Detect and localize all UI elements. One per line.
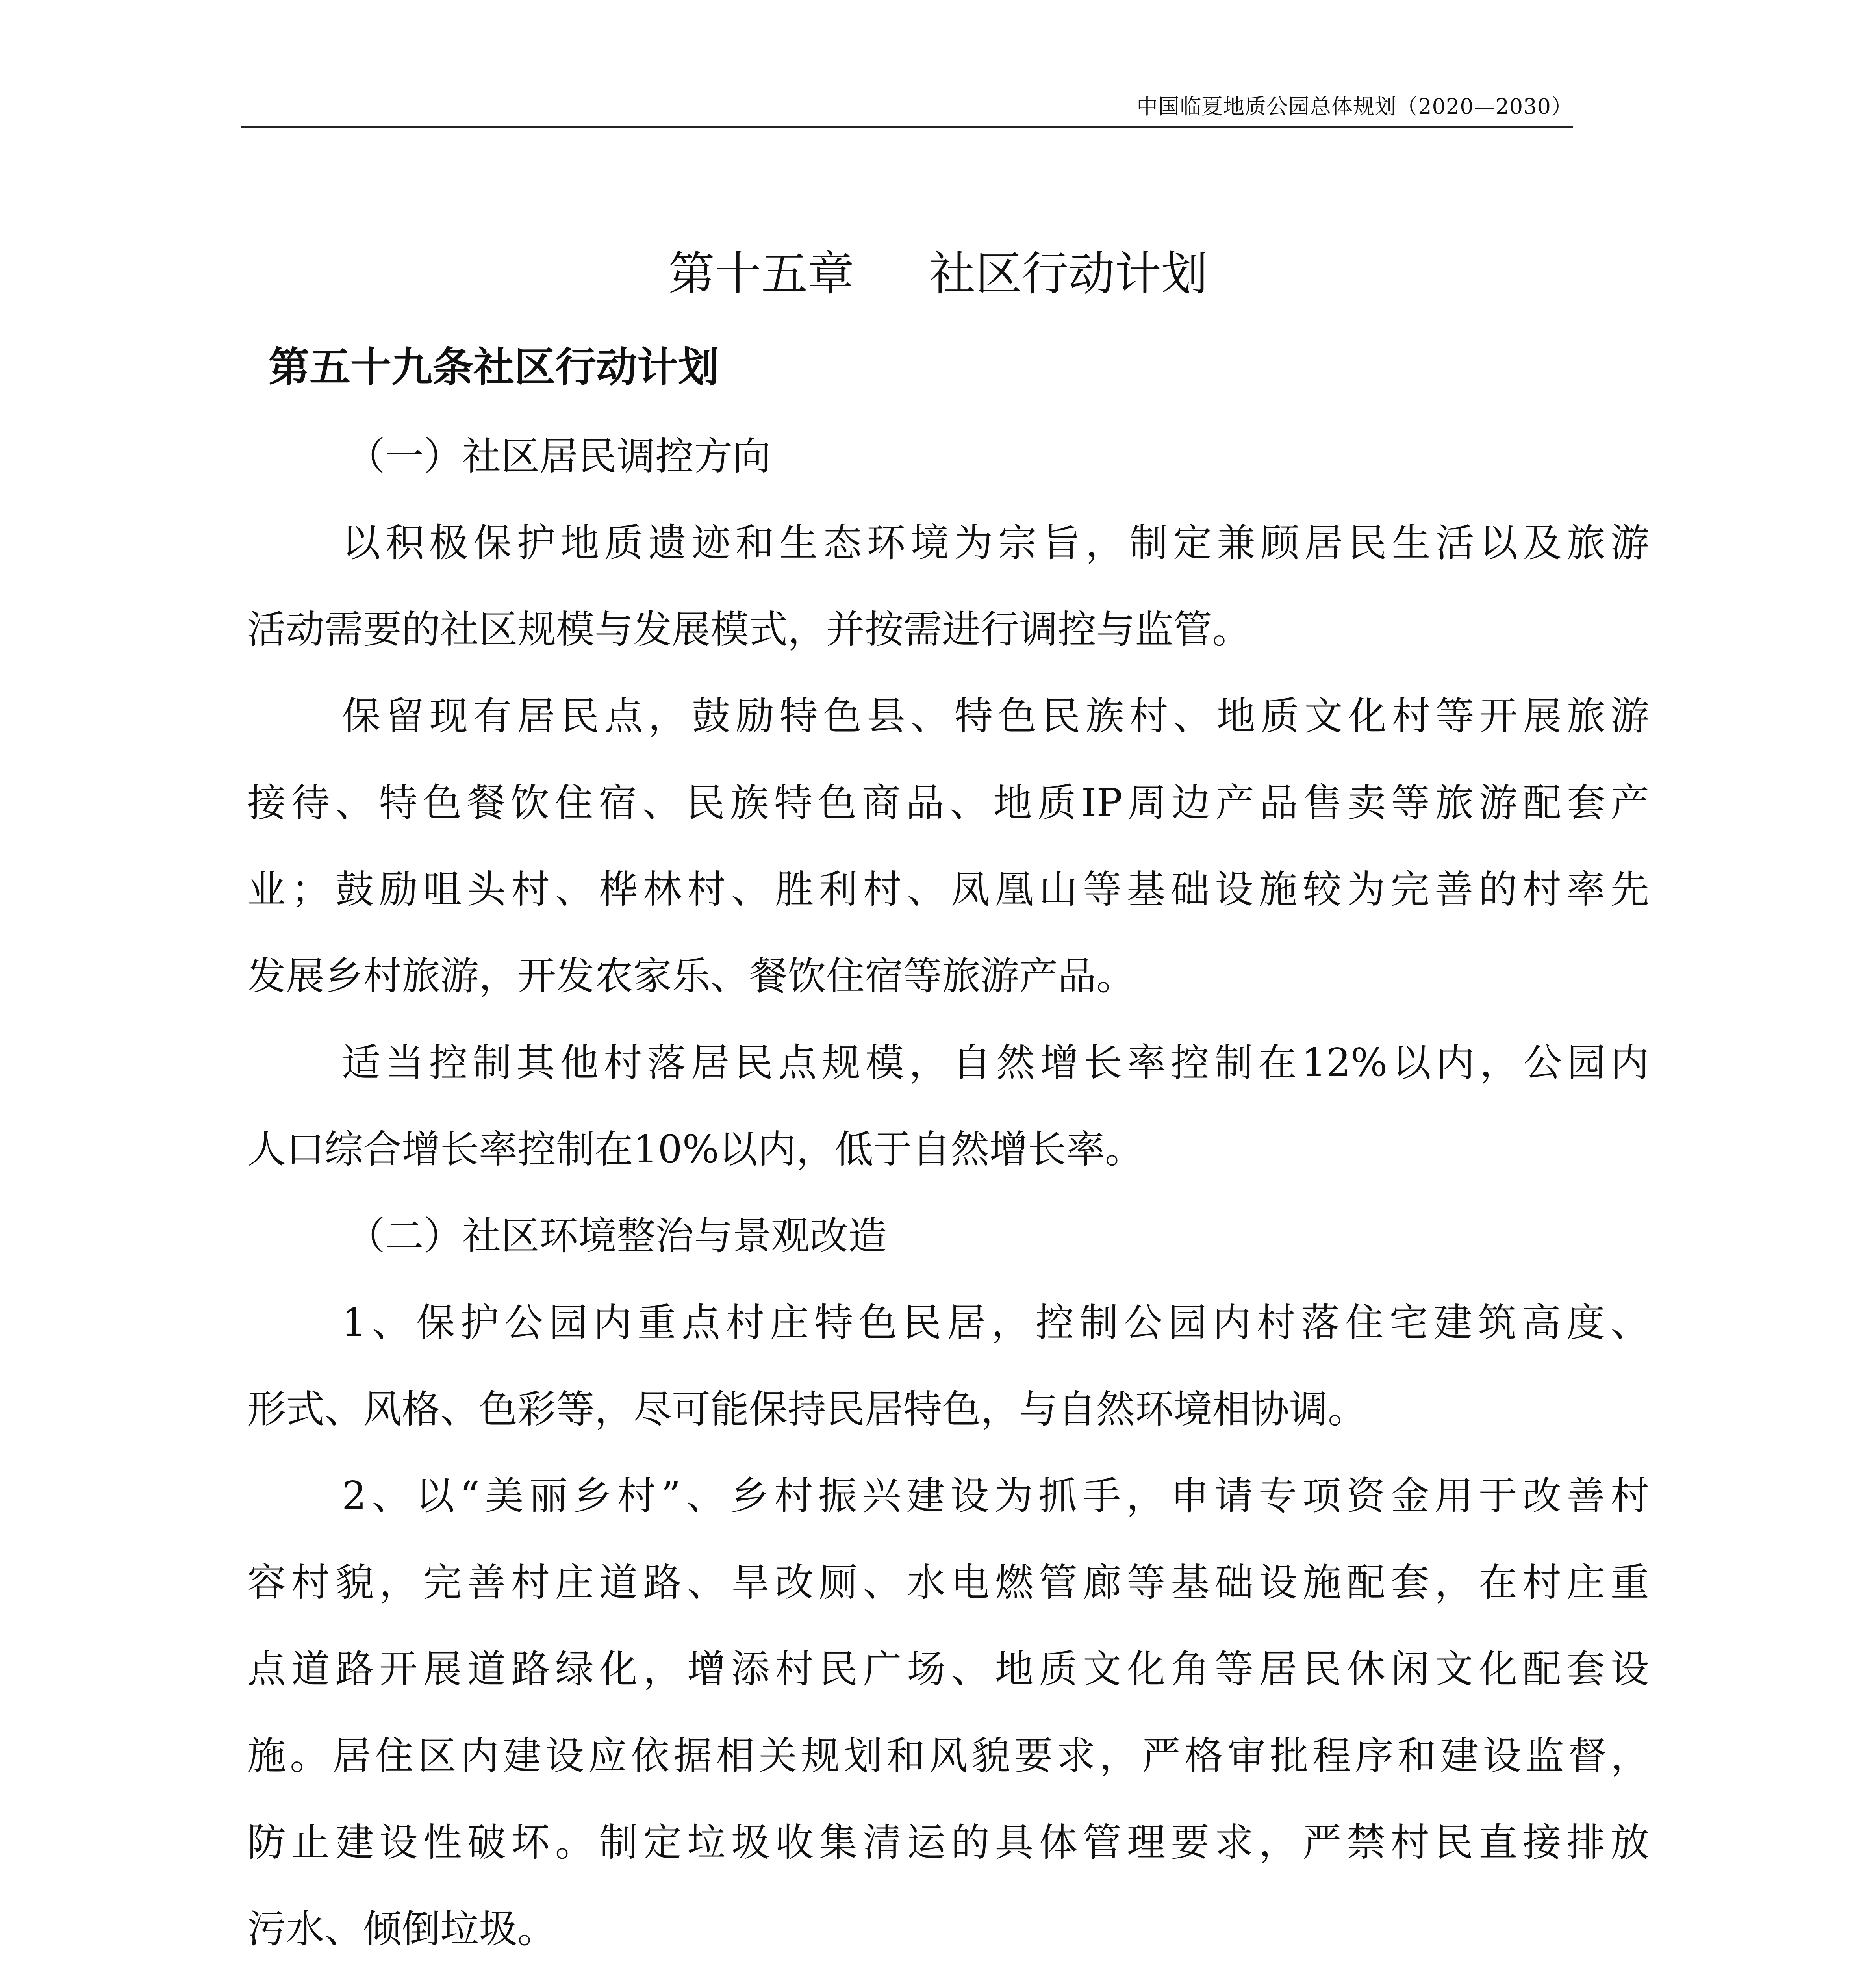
paragraph-line: 人口综合增长率控制在10%以内，低于自然增长率。 [247,1127,1144,1172]
paragraph-line: 容村貌，完善村庄道路、旱改厕、水电燃管廊等基础设施配套，在村庄重 [247,1560,1649,1605]
paragraph-line: 防止建设性破坏。制定垃圾收集清运的具体管理要求，严禁村民直接排放 [247,1820,1649,1865]
paragraph-line: 保留现有居民点，鼓励特色县、特色民族村、地质文化村等开展旅游 [342,694,1649,739]
running-header: 中国临夏地质公园总体规划（2020—2030） [1136,94,1573,119]
chapter-number: 第十五章 [668,247,854,301]
paragraph-line: 施。居住区内建设应依据相关规划和风貌要求，严格审批程序和建设监督， [247,1734,1649,1778]
chapter-title [0,236,1876,303]
paragraph-line: 活动需要的社区规模与发展模式，并按需进行调控与监管。 [247,607,1251,652]
paragraph-line: 发展乡村旅游，开发农家乐、餐饮住宿等旅游产品。 [247,954,1135,999]
paragraph-line: 2、以“美丽乡村”、乡村振兴建设为抓手，申请专项资金用于改善村 [342,1474,1649,1518]
paragraph-line: 适当控制其他村落居民点规模，自然增长率控制在12%以内，公园内 [342,1040,1649,1085]
section-1-heading: （一）社区居民调控方向 [347,434,771,479]
chapter-name: 社区行动计划 [929,247,1208,301]
article-59-heading [269,334,719,393]
paragraph-line: 接待、特色餐饮住宿、民族特色商品、地质IP周边产品售卖等旅游配套产 [247,781,1649,825]
paragraph-line: 点道路开展道路绿化，增添村民广场、地质文化角等居民休闲文化配套设 [247,1647,1649,1692]
section-2-heading: （二）社区环境整治与景观改造 [347,1214,887,1259]
paragraph-line: 污水、倾倒垃圾。 [247,1907,556,1952]
paragraph-line: 业；鼓励咀头村、桦林村、胜利村、凤凰山等基础设施较为完善的村率先 [247,867,1649,912]
header-rule [241,126,1573,128]
article-59-number: 第五十九条 [269,343,474,391]
article-59-title: 社区行动计划 [473,343,719,391]
paragraph-line: 以积极保护地质遗迹和生态环境为宗旨，制定兼顾居民生活以及旅游 [342,521,1649,565]
paragraph-line: 形式、风格、色彩等，尽可能保持民居特色，与自然环境相协调。 [247,1387,1367,1432]
paragraph-line: 1、保护公园内重点村庄特色民居，控制公园内村落住宅建筑高度、 [342,1300,1649,1345]
